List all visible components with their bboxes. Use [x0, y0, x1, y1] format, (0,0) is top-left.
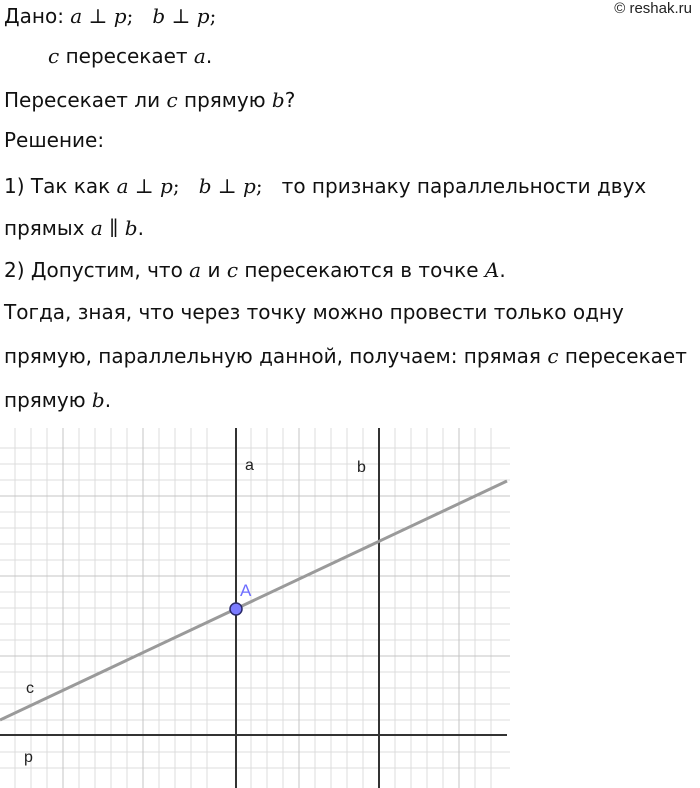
semicolon: ; [255, 174, 263, 198]
period: . [499, 258, 506, 282]
question-mark: ? [284, 88, 296, 112]
question-prefix: Пересекает ли [4, 88, 161, 112]
var-b: b [198, 174, 212, 198]
conclusion-line-1: Тогда, зная, что через точку можно провести только одну [4, 300, 624, 324]
var-b: b [124, 216, 138, 240]
perp-symbol: ⊥ [88, 4, 108, 28]
var-p: p [243, 174, 256, 198]
given-line-2 [48, 44, 212, 68]
perp-symbol: ⊥ [134, 174, 154, 198]
solution-label: Решение: [4, 128, 105, 152]
step1-mid: то признаку параллельности двух [281, 174, 647, 198]
var-b: b [271, 88, 285, 112]
semicolon: ; [172, 174, 180, 198]
label-p: p [24, 749, 33, 766]
given-line-1 [4, 4, 216, 28]
var-a: a [116, 174, 129, 198]
geometry-figure [0, 428, 510, 788]
label-a: a [245, 457, 254, 474]
label-point-A: A [240, 581, 252, 600]
given-label: Дано: [4, 4, 64, 28]
parallel-symbol: ∥ [109, 216, 119, 240]
perp-symbol: ⊥ [171, 4, 191, 28]
perp-symbol: ⊥ [217, 174, 237, 198]
var-b: b [152, 4, 166, 28]
conclusion-line-2 [4, 344, 687, 368]
step1-prefix: 1) Так как [4, 174, 111, 198]
conclusion-line2-suffix: пересекает [564, 344, 687, 368]
step2-mid: пересекаются в точке [244, 258, 479, 282]
var-c: c [48, 44, 60, 68]
var-p: p [160, 174, 173, 198]
step1-line-1 [4, 174, 646, 198]
step2-and: и [207, 258, 221, 282]
line-c [0, 481, 507, 720]
semicolon: ; [209, 4, 217, 28]
step1-line-2 [4, 216, 144, 240]
period: . [137, 216, 144, 240]
conclusion-line-3 [4, 388, 111, 412]
label-b: b [357, 459, 366, 476]
label-c: c [26, 680, 34, 697]
step2-line [4, 258, 506, 282]
var-c: c [547, 344, 559, 368]
watermark: © reshak.ru [614, 0, 692, 17]
var-a: a [70, 4, 83, 28]
question-line [4, 88, 295, 112]
semicolon: ; [126, 4, 134, 28]
conclusion-line3-prefix: прямую [4, 388, 86, 412]
var-b: b [91, 388, 105, 412]
var-a: a [193, 44, 206, 68]
point-A-marker [230, 603, 242, 615]
period: . [205, 44, 213, 68]
question-mid: прямую [184, 88, 266, 112]
var-a: a [189, 258, 202, 282]
var-p: p [196, 4, 210, 28]
var-p: p [113, 4, 127, 28]
step1-line2-prefix: прямых [4, 216, 85, 240]
point-A: A [484, 258, 500, 282]
var-a: a [90, 216, 103, 240]
conclusion-line2-prefix: прямую, параллельную данной, получаем: прямая [4, 344, 541, 368]
var-c: c [226, 258, 239, 282]
period: . [104, 388, 112, 412]
intersects-text: пересекает [65, 44, 188, 68]
var-c: c [166, 88, 178, 112]
step2-prefix: 2) Допустим, что [4, 258, 183, 282]
